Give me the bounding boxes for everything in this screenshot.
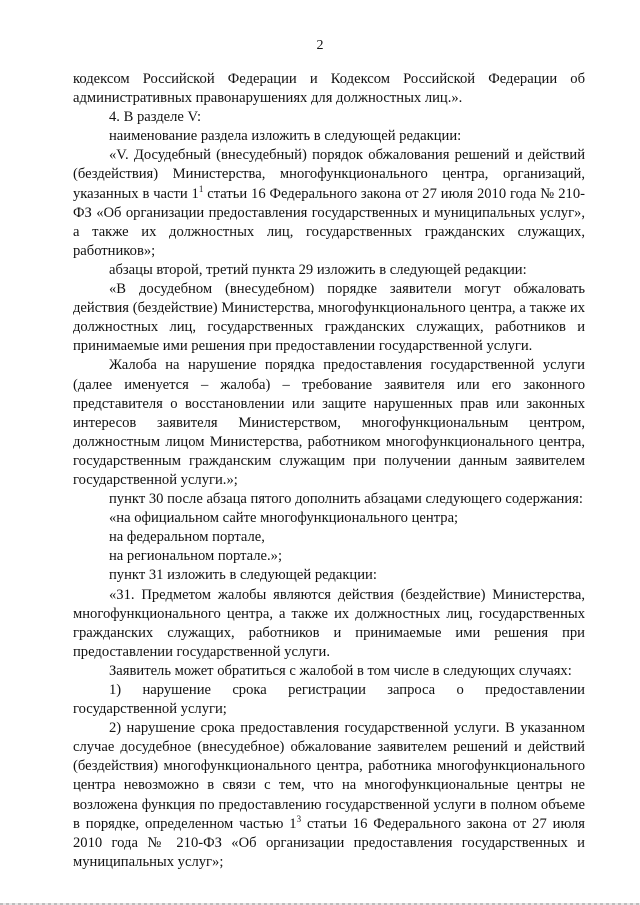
paragraph-regional-portal: на региональном портале.»; [109,548,283,565]
paragraph-federal-portal: на федеральном портале, [109,529,265,546]
paragraph-appeal-right: «В досудебном (внесудебном) порядке заявители могут обжаловать действия (бездействие) Министерства, многофункционального центра, а также их должностных лиц, государственных гражданских служащих, работников и принимаемые ими решения при предоставлении государственной услуги. [73,281,585,355]
paragraph-item-29-instruction: абзацы второй, третий пункта 29 изложить в следующей редакции: [109,261,527,278]
paragraph-case-1: 1) нарушение срока регистрации запроса о предоставлении государственной услуги; [73,682,585,718]
paragraph-continuation: кодексом Российской Федерации и Кодексом Российской Федерации об административных правонарушениях для должностных лиц.». [73,71,585,107]
paragraph-item-31-instruction: пункт 31 изложить в следующей редакции: [109,567,377,584]
superscript: 1 [198,183,204,194]
paragraph-text: статьи 16 Федерального закона от 27 июля 2010 года № 210-ФЗ «Об организации предоставления государственных и муниципальных услуг», а также их должностных лиц, государственных гражданских служащих, работников»; [73,185,585,259]
document-body [73,70,585,872]
paragraph-item-30-instruction: пункт 30 после абзаца пятого дополнить абзацами следующего содержания: [109,491,583,508]
paragraph-case-2 [73,719,585,872]
page-number: 2 [316,38,324,53]
paragraph-text: 2) нарушение срока предоставления государственной услуги. В указанном случае досудебное (внесудебное) обжалование заявителем решений и действий (бездействия) многофункционального центра, работника многофункционального центра невозможно в связи с тем, что на многофункциональные центры не возложена функция по предоставлению государственной услуги в полном объеме в порядке, определенном частью 1 [73,720,585,832]
paragraph-text: статьи 16 Федерального закона от 27 июля 2010 года № 210-ФЗ «Об организации предоставления государственных и муниципальных услуг»; [73,815,585,870]
paragraph-official-site: «на официальном сайте многофункционального центра; [109,510,459,527]
paragraph-cases-intro: Заявитель может обратиться с жалобой в том числе в следующих случаях: [109,662,572,679]
paragraph-section-title-instruction: наименование раздела изложить в следующей редакции: [109,128,462,145]
paragraph-section-v: 4. В разделе V: [109,109,202,126]
paragraph-complaint-definition: Жалоба на нарушение порядка предоставления государственной услуги (далее именуется – жалоба) – требование заявителя или его законного представителя о восстановлении или защите нарушенных прав или законных интересов заявителя Министерством, многофункциональным центром, должностным лицом Министерства, работником многофункционального центра, государственным гражданским служащим при получении данным заявителем государственной услуги.»; [73,357,585,488]
paragraph-section-title [73,146,585,261]
superscript: 3 [296,813,302,824]
paragraph-text: «V. Досудебный (внесудебный) порядок обжалования решений и действий (бездействия) Министерства, многофункционального центра, организаций, указанных в части 1 [73,147,585,202]
paragraph-item-31: «31. Предметом жалобы являются действия (бездействие) Министерства, многофункционального центра, а также их должностных лиц, государственных гражданских служащих, работников и принимаемые ими решения при предоставлении государственной услуги. [73,586,585,660]
